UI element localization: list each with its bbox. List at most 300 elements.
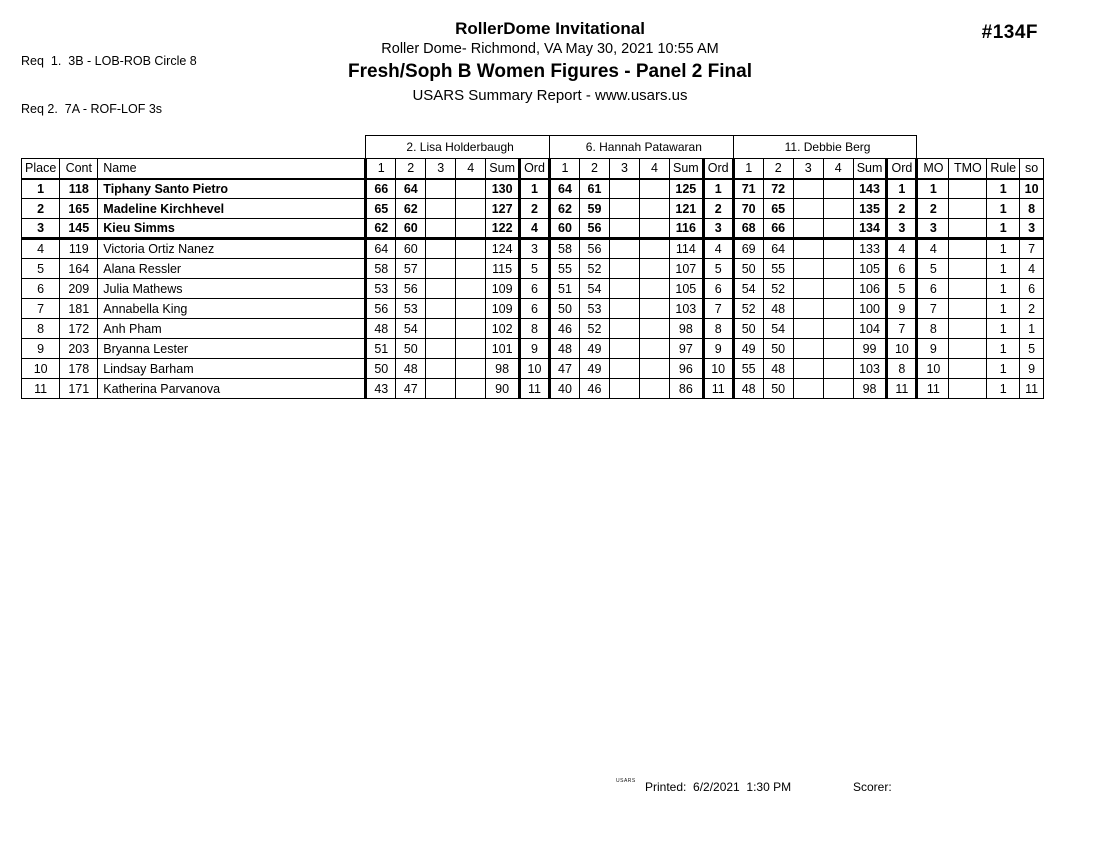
cell-j1-sum: 122 xyxy=(486,219,520,239)
cell-j3-score-4 xyxy=(823,239,853,259)
cell-j3-score-4 xyxy=(823,299,853,319)
cell-so: 1 xyxy=(1020,319,1044,339)
cell-j1-ord: 1 xyxy=(519,179,549,199)
table-row xyxy=(22,239,1044,259)
cell-j3-score-3 xyxy=(793,339,823,359)
cell-j2-score-2: 49 xyxy=(579,339,609,359)
cell-mo: 7 xyxy=(917,299,949,319)
cell-place: 3 xyxy=(22,219,60,239)
cell-j2-score-4 xyxy=(639,379,669,399)
cell-j1-score-1: 50 xyxy=(366,359,396,379)
cell-j1-score-1: 64 xyxy=(366,239,396,259)
cell-j2-score-2: 52 xyxy=(579,259,609,279)
cell-j2-score-1: 51 xyxy=(549,279,579,299)
cell-rule: 1 xyxy=(987,259,1020,279)
cell-name: Anh Pham xyxy=(98,319,366,339)
cell-j3-score-4 xyxy=(823,359,853,379)
cell-name: Kieu Simms xyxy=(98,219,366,239)
cell-j1-score-4 xyxy=(456,219,486,239)
cell-j2-score-4 xyxy=(639,239,669,259)
cell-place: 7 xyxy=(22,299,60,319)
venue-datetime: Roller Dome- Richmond, VA May 30, 2021 10:55 AM xyxy=(381,41,719,57)
header-j1-score-2: 2 xyxy=(396,159,426,179)
cell-j3-score-2: 64 xyxy=(763,239,793,259)
cell-j3-sum: 134 xyxy=(853,219,887,239)
cell-j3-score-4 xyxy=(823,179,853,199)
header-j2-score-1: 1 xyxy=(549,159,579,179)
cell-so: 2 xyxy=(1020,299,1044,319)
cell-j3-score-2: 72 xyxy=(763,179,793,199)
cell-j1-score-1: 51 xyxy=(366,339,396,359)
cell-j2-score-2: 52 xyxy=(579,319,609,339)
header-j3-score-4: 4 xyxy=(823,159,853,179)
cell-j3-score-3 xyxy=(793,299,823,319)
band-spacer-cont xyxy=(60,136,98,159)
cell-j3-ord: 1 xyxy=(887,179,917,199)
cell-place: 5 xyxy=(22,259,60,279)
cell-j3-score-1: 71 xyxy=(733,179,763,199)
cell-j2-score-1: 47 xyxy=(549,359,579,379)
header-j3-sum: Sum xyxy=(853,159,887,179)
header-j1-score-3: 3 xyxy=(426,159,456,179)
cell-j1-score-3 xyxy=(426,299,456,319)
header-j3-score-2: 2 xyxy=(763,159,793,179)
table-row xyxy=(22,219,1044,239)
cell-j1-ord: 2 xyxy=(519,199,549,219)
cell-j2-score-3 xyxy=(609,259,639,279)
cell-j1-ord: 10 xyxy=(519,359,549,379)
cell-j1-ord: 4 xyxy=(519,219,549,239)
cell-j1-score-4 xyxy=(456,339,486,359)
cell-j2-sum: 97 xyxy=(669,339,703,359)
requirement-line-1: Req 1. 3B - LOB-ROB Circle 8 xyxy=(21,54,197,68)
cell-j1-sum: 90 xyxy=(486,379,520,399)
cell-j3-score-1: 69 xyxy=(733,239,763,259)
cell-j1-sum: 127 xyxy=(486,199,520,219)
cell-j1-sum: 115 xyxy=(486,259,520,279)
cell-tmo xyxy=(949,379,987,399)
cell-j3-sum: 143 xyxy=(853,179,887,199)
header-mo: MO xyxy=(917,159,949,179)
band-spacer-tmo xyxy=(949,136,987,159)
cell-name: Julia Mathews xyxy=(98,279,366,299)
header-j1-score-1: 1 xyxy=(366,159,396,179)
cell-cont: 203 xyxy=(60,339,98,359)
cell-j1-score-4 xyxy=(456,239,486,259)
cell-j1-score-2: 62 xyxy=(396,199,426,219)
cell-j3-score-2: 65 xyxy=(763,199,793,219)
cell-j2-sum: 125 xyxy=(669,179,703,199)
cell-j3-ord: 5 xyxy=(887,279,917,299)
cell-tmo xyxy=(949,359,987,379)
cell-so: 7 xyxy=(1020,239,1044,259)
cell-j2-score-4 xyxy=(639,259,669,279)
cell-j3-ord: 4 xyxy=(887,239,917,259)
judge-band-row xyxy=(22,136,1044,159)
cell-j3-score-4 xyxy=(823,199,853,219)
cell-j3-score-1: 50 xyxy=(733,259,763,279)
cell-j3-score-2: 50 xyxy=(763,379,793,399)
cell-mo: 11 xyxy=(917,379,949,399)
cell-j1-score-1: 48 xyxy=(366,319,396,339)
cell-j1-score-1: 53 xyxy=(366,279,396,299)
cell-tmo xyxy=(949,179,987,199)
cell-j2-score-3 xyxy=(609,339,639,359)
band-spacer-so xyxy=(1020,136,1044,159)
cell-name: Katherina Parvanova xyxy=(98,379,366,399)
cell-j3-sum: 106 xyxy=(853,279,887,299)
cell-j2-sum: 86 xyxy=(669,379,703,399)
cell-j1-score-3 xyxy=(426,239,456,259)
cell-j2-ord: 9 xyxy=(703,339,733,359)
cell-j1-score-1: 43 xyxy=(366,379,396,399)
cell-j2-score-3 xyxy=(609,219,639,239)
results-table xyxy=(21,135,1044,399)
column-header-row xyxy=(22,159,1044,179)
cell-so: 9 xyxy=(1020,359,1044,379)
cell-j2-score-3 xyxy=(609,299,639,319)
cell-j2-sum: 116 xyxy=(669,219,703,239)
cell-so: 6 xyxy=(1020,279,1044,299)
cell-tmo xyxy=(949,199,987,219)
cell-j1-score-3 xyxy=(426,179,456,199)
cell-j1-score-3 xyxy=(426,319,456,339)
cell-j1-score-4 xyxy=(456,319,486,339)
results-table-container xyxy=(21,135,1044,399)
cell-j2-score-3 xyxy=(609,319,639,339)
cell-j1-score-1: 62 xyxy=(366,219,396,239)
band-spacer-rule xyxy=(987,136,1020,159)
cell-rule: 1 xyxy=(987,299,1020,319)
cell-j2-score-3 xyxy=(609,179,639,199)
cell-j2-score-1: 58 xyxy=(549,239,579,259)
cell-j3-score-3 xyxy=(793,219,823,239)
cell-j2-score-1: 55 xyxy=(549,259,579,279)
cell-tmo xyxy=(949,339,987,359)
cell-j2-ord: 1 xyxy=(703,179,733,199)
footer-printed: Printed: 6/2/2021 1:30 PM xyxy=(645,780,792,794)
cell-j2-score-4 xyxy=(639,179,669,199)
cell-tmo xyxy=(949,239,987,259)
cell-j3-sum: 104 xyxy=(853,319,887,339)
cell-j1-score-2: 53 xyxy=(396,299,426,319)
cell-j1-score-4 xyxy=(456,279,486,299)
cell-j3-sum: 100 xyxy=(853,299,887,319)
cell-j1-score-3 xyxy=(426,339,456,359)
header-rule: Rule xyxy=(987,159,1020,179)
cell-j1-score-1: 66 xyxy=(366,179,396,199)
table-row xyxy=(22,259,1044,279)
cell-j3-score-1: 50 xyxy=(733,319,763,339)
cell-j3-score-4 xyxy=(823,279,853,299)
cell-j3-ord: 9 xyxy=(887,299,917,319)
requirement-line-2: Req 2. 7A - ROF-LOF 3s xyxy=(21,102,163,116)
cell-mo: 9 xyxy=(917,339,949,359)
cell-j3-score-4 xyxy=(823,379,853,399)
judge-band-3: 11. Debbie Berg xyxy=(733,136,917,159)
cell-j2-score-1: 40 xyxy=(549,379,579,399)
cell-j2-score-1: 60 xyxy=(549,219,579,239)
cell-j3-score-1: 70 xyxy=(733,199,763,219)
cell-j1-sum: 124 xyxy=(486,239,520,259)
cell-rule: 1 xyxy=(987,359,1020,379)
cell-so: 11 xyxy=(1020,379,1044,399)
cell-mo: 4 xyxy=(917,239,949,259)
cell-j3-ord: 2 xyxy=(887,199,917,219)
cell-j2-score-2: 61 xyxy=(579,179,609,199)
cell-j2-score-3 xyxy=(609,239,639,259)
cell-name: Bryanna Lester xyxy=(98,339,366,359)
cell-j3-ord: 11 xyxy=(887,379,917,399)
cell-j3-score-2: 48 xyxy=(763,299,793,319)
cell-j2-score-2: 54 xyxy=(579,279,609,299)
cell-place: 4 xyxy=(22,239,60,259)
cell-j3-score-2: 48 xyxy=(763,359,793,379)
cell-j3-score-4 xyxy=(823,319,853,339)
cell-j3-score-1: 49 xyxy=(733,339,763,359)
cell-j2-ord: 4 xyxy=(703,239,733,259)
cell-j2-score-2: 49 xyxy=(579,359,609,379)
cell-j1-score-1: 58 xyxy=(366,259,396,279)
cell-j1-sum: 109 xyxy=(486,279,520,299)
cell-j2-score-1: 48 xyxy=(549,339,579,359)
cell-j2-ord: 10 xyxy=(703,359,733,379)
competition-title: RollerDome Invitational xyxy=(455,19,645,38)
cell-j2-score-3 xyxy=(609,279,639,299)
cell-j2-score-3 xyxy=(609,199,639,219)
cell-j1-score-1: 56 xyxy=(366,299,396,319)
cell-j3-score-1: 48 xyxy=(733,379,763,399)
cell-cont: 119 xyxy=(60,239,98,259)
table-row xyxy=(22,299,1044,319)
table-row xyxy=(22,379,1044,399)
cell-rule: 1 xyxy=(987,319,1020,339)
cell-j2-ord: 2 xyxy=(703,199,733,219)
footer-marker: USARS xyxy=(616,778,636,784)
cell-j1-sum: 130 xyxy=(486,179,520,199)
cell-so: 4 xyxy=(1020,259,1044,279)
cell-j2-score-1: 46 xyxy=(549,319,579,339)
cell-name: Tiphany Santo Pietro xyxy=(98,179,366,199)
cell-j1-score-1: 65 xyxy=(366,199,396,219)
cell-j3-score-3 xyxy=(793,359,823,379)
cell-j3-sum: 98 xyxy=(853,379,887,399)
cell-j1-score-4 xyxy=(456,259,486,279)
cell-j3-score-2: 66 xyxy=(763,219,793,239)
cell-j2-score-2: 56 xyxy=(579,239,609,259)
cell-cont: 172 xyxy=(60,319,98,339)
cell-j3-score-1: 68 xyxy=(733,219,763,239)
cell-j2-ord: 11 xyxy=(703,379,733,399)
cell-j3-score-3 xyxy=(793,279,823,299)
cell-cont: 178 xyxy=(60,359,98,379)
header-so: so xyxy=(1020,159,1044,179)
header-j3-score-3: 3 xyxy=(793,159,823,179)
cell-j3-sum: 103 xyxy=(853,359,887,379)
header-j1-sum: Sum xyxy=(486,159,520,179)
cell-name: Lindsay Barham xyxy=(98,359,366,379)
cell-j1-score-2: 60 xyxy=(396,219,426,239)
cell-j3-score-3 xyxy=(793,179,823,199)
cell-j2-score-3 xyxy=(609,379,639,399)
cell-j1-score-2: 60 xyxy=(396,239,426,259)
cell-j3-score-1: 55 xyxy=(733,359,763,379)
cell-j1-score-4 xyxy=(456,299,486,319)
cell-j1-sum: 98 xyxy=(486,359,520,379)
band-spacer-mo xyxy=(917,136,949,159)
cell-j1-score-3 xyxy=(426,219,456,239)
cell-j2-score-4 xyxy=(639,199,669,219)
cell-j3-sum: 133 xyxy=(853,239,887,259)
cell-j2-score-4 xyxy=(639,299,669,319)
cell-j3-score-2: 52 xyxy=(763,279,793,299)
results-table-body xyxy=(22,136,1044,399)
cell-j1-score-4 xyxy=(456,379,486,399)
cell-j3-score-3 xyxy=(793,199,823,219)
cell-place: 1 xyxy=(22,179,60,199)
cell-j3-score-3 xyxy=(793,259,823,279)
band-spacer-place xyxy=(22,136,60,159)
cell-j1-score-3 xyxy=(426,259,456,279)
cell-j2-ord: 7 xyxy=(703,299,733,319)
cell-j1-sum: 101 xyxy=(486,339,520,359)
cell-name: Alana Ressler xyxy=(98,259,366,279)
cell-place: 2 xyxy=(22,199,60,219)
cell-tmo xyxy=(949,319,987,339)
cell-j1-score-2: 50 xyxy=(396,339,426,359)
cell-mo: 2 xyxy=(917,199,949,219)
cell-j3-ord: 10 xyxy=(887,339,917,359)
cell-j1-score-2: 48 xyxy=(396,359,426,379)
band-spacer-name xyxy=(98,136,366,159)
cell-j1-ord: 3 xyxy=(519,239,549,259)
header-j3-score-1: 1 xyxy=(733,159,763,179)
table-row xyxy=(22,279,1044,299)
cell-place: 11 xyxy=(22,379,60,399)
table-row xyxy=(22,179,1044,199)
table-row xyxy=(22,319,1044,339)
header-j2-sum: Sum xyxy=(669,159,703,179)
cell-j1-score-3 xyxy=(426,199,456,219)
cell-cont: 118 xyxy=(60,179,98,199)
cell-tmo xyxy=(949,219,987,239)
cell-place: 8 xyxy=(22,319,60,339)
cell-j1-score-2: 64 xyxy=(396,179,426,199)
cell-j2-score-4 xyxy=(639,279,669,299)
cell-j2-score-4 xyxy=(639,339,669,359)
header-place: Place xyxy=(22,159,60,179)
event-title: Fresh/Soph B Women Figures - Panel 2 Final xyxy=(348,61,752,82)
cell-j3-ord: 6 xyxy=(887,259,917,279)
cell-j1-score-4 xyxy=(456,359,486,379)
cell-name: Annabella King xyxy=(98,299,366,319)
cell-tmo xyxy=(949,279,987,299)
cell-j2-score-1: 64 xyxy=(549,179,579,199)
table-row xyxy=(22,359,1044,379)
cell-cont: 181 xyxy=(60,299,98,319)
cell-j3-score-1: 54 xyxy=(733,279,763,299)
table-row xyxy=(22,339,1044,359)
cell-name: Madeline Kirchhevel xyxy=(98,199,366,219)
cell-tmo xyxy=(949,299,987,319)
table-row xyxy=(22,199,1044,219)
cell-j2-sum: 107 xyxy=(669,259,703,279)
cell-j3-score-4 xyxy=(823,259,853,279)
cell-j3-score-2: 50 xyxy=(763,339,793,359)
cell-j2-sum: 121 xyxy=(669,199,703,219)
cell-so: 5 xyxy=(1020,339,1044,359)
cell-j2-score-4 xyxy=(639,359,669,379)
cell-j1-score-2: 47 xyxy=(396,379,426,399)
cell-name: Victoria Ortiz Nanez xyxy=(98,239,366,259)
cell-j2-sum: 98 xyxy=(669,319,703,339)
cell-cont: 171 xyxy=(60,379,98,399)
cell-tmo xyxy=(949,259,987,279)
report-header xyxy=(0,18,1100,107)
cell-j3-sum: 135 xyxy=(853,199,887,219)
cell-mo: 10 xyxy=(917,359,949,379)
cell-rule: 1 xyxy=(987,379,1020,399)
cell-j1-score-2: 56 xyxy=(396,279,426,299)
cell-j3-score-3 xyxy=(793,379,823,399)
cell-rule: 1 xyxy=(987,339,1020,359)
cell-cont: 145 xyxy=(60,219,98,239)
cell-mo: 6 xyxy=(917,279,949,299)
header-j3-ord: Ord xyxy=(887,159,917,179)
header-j1-ord: Ord xyxy=(519,159,549,179)
cell-j3-sum: 105 xyxy=(853,259,887,279)
header-tmo: TMO xyxy=(949,159,987,179)
cell-rule: 1 xyxy=(987,179,1020,199)
header-j2-ord: Ord xyxy=(703,159,733,179)
cell-j1-sum: 109 xyxy=(486,299,520,319)
cell-j1-score-3 xyxy=(426,379,456,399)
cell-cont: 209 xyxy=(60,279,98,299)
cell-j3-score-1: 52 xyxy=(733,299,763,319)
cell-j1-score-3 xyxy=(426,359,456,379)
cell-j2-score-1: 50 xyxy=(549,299,579,319)
cell-j2-score-2: 53 xyxy=(579,299,609,319)
cell-so: 3 xyxy=(1020,219,1044,239)
cell-j1-sum: 102 xyxy=(486,319,520,339)
cell-j1-ord: 9 xyxy=(519,339,549,359)
cell-j1-ord: 11 xyxy=(519,379,549,399)
cell-rule: 1 xyxy=(987,279,1020,299)
cell-j2-score-4 xyxy=(639,219,669,239)
cell-place: 10 xyxy=(22,359,60,379)
cell-j1-score-2: 57 xyxy=(396,259,426,279)
cell-j2-score-2: 59 xyxy=(579,199,609,219)
cell-j1-ord: 8 xyxy=(519,319,549,339)
cell-j2-sum: 96 xyxy=(669,359,703,379)
cell-j2-ord: 6 xyxy=(703,279,733,299)
cell-mo: 5 xyxy=(917,259,949,279)
cell-j1-ord: 6 xyxy=(519,299,549,319)
cell-j2-score-2: 46 xyxy=(579,379,609,399)
judge-band-1: 2. Lisa Holderbaugh xyxy=(366,136,550,159)
cell-j3-score-2: 54 xyxy=(763,319,793,339)
cell-j2-score-2: 56 xyxy=(579,219,609,239)
cell-mo: 8 xyxy=(917,319,949,339)
cell-j3-score-3 xyxy=(793,319,823,339)
cell-j3-score-2: 55 xyxy=(763,259,793,279)
cell-j3-score-4 xyxy=(823,339,853,359)
cell-j2-sum: 103 xyxy=(669,299,703,319)
cell-j3-ord: 8 xyxy=(887,359,917,379)
footer-scorer-label: Scorer: xyxy=(853,780,892,794)
cell-j2-ord: 8 xyxy=(703,319,733,339)
cell-cont: 165 xyxy=(60,199,98,219)
